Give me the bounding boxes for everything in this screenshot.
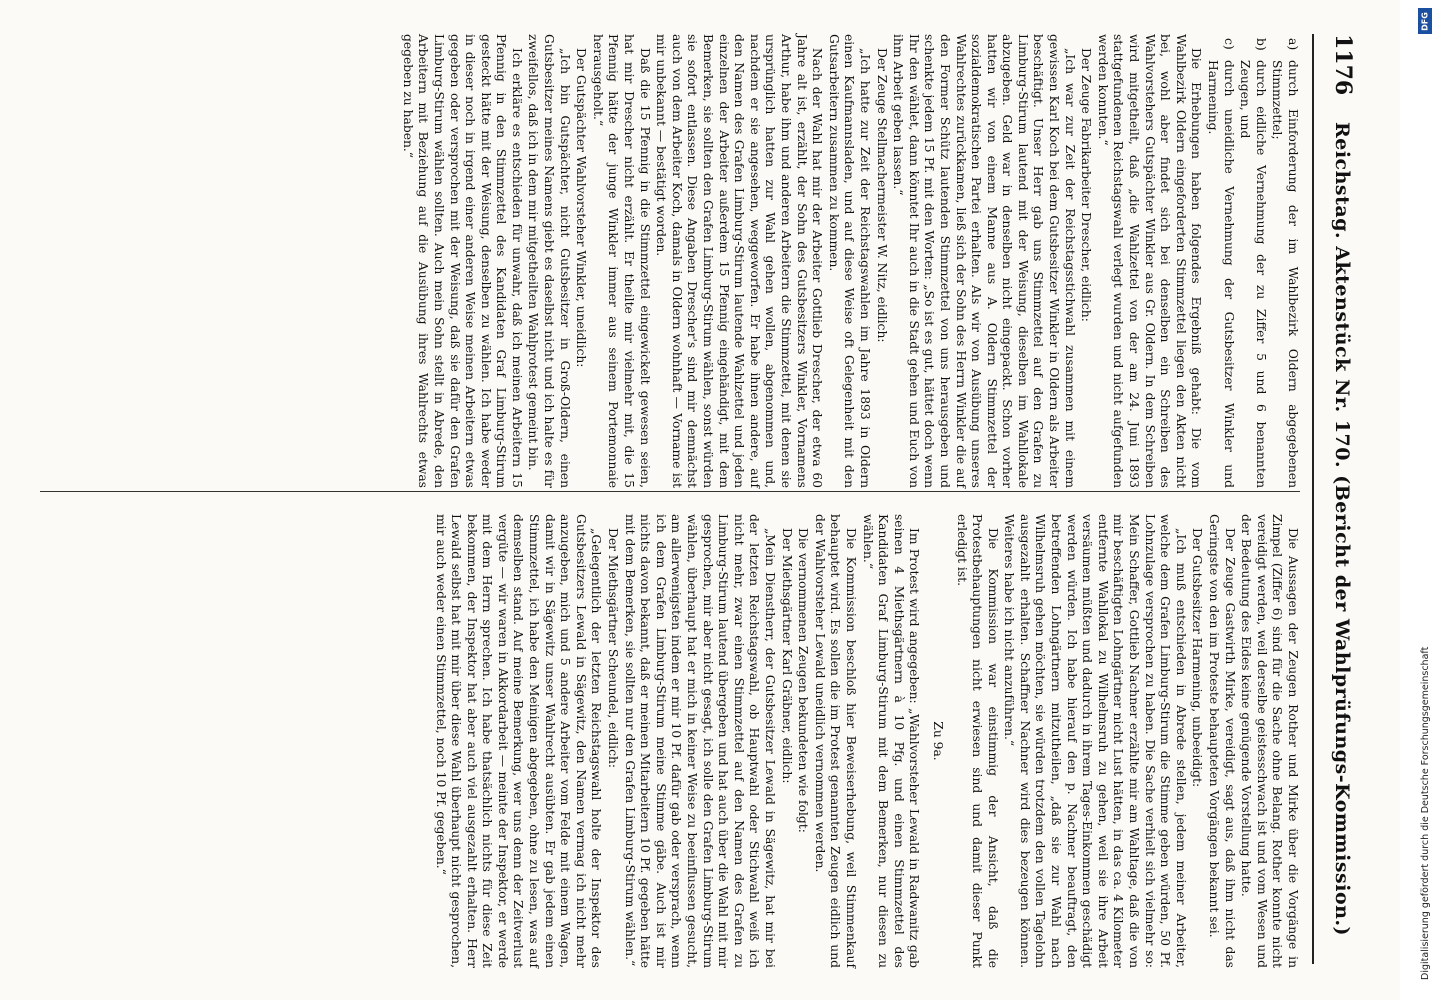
paragraph: Der Zeuge Stellmachermeister W. Nitz, eidlich: [874,48,889,343]
right-column [431,514,1300,968]
paragraph: Daß die 15 Pfennig in die Stimmzettel eingewickelt gewesen seien, hat mir Drescher nicht erzählt. Er theilte mir vielmehr mit, die 15 Pfennig hätte der junge Winkler immer aus seinem Portemonnaie herausgeholt.“ [590,34,652,488]
paragraph: Der Zeuge Fabrikarbeiter Drescher, eidlich: [1079,48,1094,322]
paragraph: Die Erhebungen haben folgendes Ergebniß gehabt: Die vom Wahlbezirk Oldern eingeforderten Stimmzettel liegen den Akten nicht bei, wohl aber findet sich bei denselben ein Schreiben des Wahlvorstehers Gutspächter Winkler aus Gr. Oldern. In dem Schreiben wird mitgetheilt, daß „die Wahlzettel von der am 24. Juni 1893 stattgefundenen Reichstagswahl verlegt wurden und nicht aufgefunden werden konnten.“ [1095,34,1204,488]
list-item-text: durch uneidliche Vernehmung der Gutsbesitzer Winkler und Harmening. [1206,60,1236,488]
list-marker: a) [1286,38,1300,51]
paragraph: „Gelegentlich der letzten Reichstagswahl holte der Inspektor des Gutsbesitzers Lewald in Sägewitz, den Namen vermag ich nicht mehr anzugeben, mich und 5 andere Arbeiter vom Felde mit einem Wagen, damit wir in Sägewitz unser Wahlrecht ausübten. Er gab jedem einen Stimmzettel, ich habe den Meinigen abgegeben, ohne zu lesen, was auf demselben stand. Auf meine Bemerkung, wer uns denn der Zeitverlust vergüte — wir waren in Akkordarbeit — meinte der Inspektor, er werde mit dem Herrn sprechen. Ich habe thatsächlich nichts für diese Zeit bekommen, der Inspektor hat aber auch viel ausgezahlt erhalten. Herr Lewald selbst hat mit mir über diese Wahl überhaupt nicht gesprochen, mir auch weder einen Stimmzettel, noch 10 Pf. gegeben.“ [433,514,604,968]
column-divider [40,491,1300,492]
running-title: Reichstag. Aktenstück Nr. 170. (Bericht der Wahlprüfungs-Kommission.) [1331,121,1353,937]
paragraph: Der Gutspächter Wahlvorsteher Winkler, uneidlich: [574,48,589,368]
dfg-logo-text: DFG [1420,12,1430,31]
paragraph: Der Gutsbesitzer Harmening, unbeeidigt: [1190,528,1205,788]
left-column [398,34,1300,488]
paragraph: „Ich war zur Zeit der Reichstagsstichwahl zusammen mit einem gewissen Karl Koch bei dem Gutsbesitzer Winkler in Oldern als Arbeiter beschäftigt. Unser Herr gab uns Stimmzettel auf den Grafen zu Limburg-Stirum lautend mit der Weisung, dieselben im Wahllokale abzugeben. Geld war in denselben nicht eingepackt. Schon vorher hatten wir von einem Manne aus A. Oldern Stimmzettel der sozialdemokratischen Partei erhalten. Als wir von Ausübung unseres Wahlrechtes zurückkamen, ließ sich der Sohn des Herrn Winkler die auf den Former Schütz lautenden Stimmzettel von uns herausgeben und schenkte jedem 15 Pf. mit den Worten: „So ist es gut, hättet doch wenn Ihr den wählet, dann könntet Ihr auch in die Stadt gehen und Euch von ihm Arbeit geben lassen.“ [891,34,1077,488]
list-item-text: durch Einforderung der im Wahlbezirk Oldern abgegebenen Stimmzettel; [1270,60,1300,488]
section-heading: Zu 9a. [930,721,945,761]
list-marker: c) [1221,38,1236,50]
paragraph: „Mein Dienstherr, der Gutsbesitzer Lewald in Sägewitz, hat mir bei der letzten Reichstagswahl, ob Hauptwahl oder Stichwahl weiß ich nicht mehr, zwar einen Stimmzettel auf den Namen des Grafen zu Limburg-Stirum lautend übergeben und hat auch über die Wahl mit mir gesprochen, mir aber nicht gesagt, ich solle den Grafen Limburg-Stirum wählen, überhaupt hat er mich in keiner Weise zu beeinflussen gesucht, am allerwenigsten indem er mir 10 Pf. dafür gab oder versprach, wenn ich dem Grafen Limburg-Stirum meine Stimme gäbe. Auch ist mir nichts davon bekannt, daß er meinen Mitarbeitern 10 Pf. gegeben hätte mit dem Bemerken, sie sollten nur den Grafen Limburg-Stirum wählen.“ [622,514,777,968]
list-marker: b) [1253,38,1268,51]
paragraph: Die Kommission war einstimmig der Ansicht, daß die Protestbehauptungen nicht erwiesen sind und damit dieser Punkt erledigt ist. [954,514,1000,968]
paragraph: Im Protest wird angegeben: „Wahlvorsteher Lewald in Radwanitz gab seinen 4 Miethsgärtnern à 10 Pfg. und einen Stimmzettel des Kandidaten Graf Limburg-Stirum mit dem Bemerken, nur diesen zu wählen.“ [860,514,922,968]
paragraph: Der Miethsgärtner Karl Gräbner, eidlich: [779,528,794,784]
page-header [1312,34,1356,964]
paragraph: Der Zeuge Gastwirth Mirke, vereidigt, sagt aus, daß ihm nicht das Geringste von den im Proteste behaupteten Vorgängen bekannt sei. [1207,514,1237,968]
paragraph: „Ich bin Gutspächter, nicht Gutsbesitzer in Groß-Oldern, einen Gutsbesitzer meines Namens giebt es daselbst nicht und ich halte es für zweifellos, daß ich in dem mir mitgetheilten Wahlprotest gemeint bin. [526,34,572,488]
list-item [1269,34,1300,488]
list-item [1237,34,1268,488]
paragraph: „Ich muß entschieden in Abrede stellen, jedem meiner Arbeiter, welche dem Grafen Limburg-Stirum die Stimme geben würden, 50 Pf. Lohnzulage versprochen zu haben. Die Sache verhielt sich vielmehr so: Mein Schaffer, Gottlieb Nachner erzählte mir am Wahltage, daß die von mir beschäftigten Lohngärtner nicht Lust hätten, in das ca. 4 Kilometer entfernte Wahllokal zu Wilhelmsruh zu gehen, weil sie ihre Arbeit versäumen müßten und dadurch in ihrem Tages-Einkommen geschädigt werden würden. Ich habe hierauf den p. Nachner beauftragt, den betreffenden Lohngärtnern mitzutheilen, „daß sie zur Wahl nach Wilhelmsruh gehen möchten, sie würden trotzdem den vollen Tagelohn ausgezahlt erhalten. Schaffner Nachner wird dies bezeugen können. Weiteres habe ich nicht anzuführen.“ [1002,514,1188,968]
page-number: 1176 [1330,34,1356,96]
paragraph: Die vernommenen Zeugen bekundeten wie folgt: [796,528,811,833]
paragraph: Die Aussagen der Zeugen Rother und Mirke über die Vorgänge in Zimpel (Ziffer 6) sind für die Sache ohne Belang. Rother konnte nicht vereidigt werden, weil derselbe geistesschwach ist und vom Wesen und der Bedeutung des Eides keine genügende Vorstellung hatte. [1239,514,1300,968]
list-item [1204,34,1235,488]
paragraph: „Ich hatte zur Zeit der Reichstagswahlen im Jahre 1893 in Oldern einen Kaufmannsladen, und auf diese Weise oft Gelegenheit mit den Gutsarbeitern zusammen zu kommen. [826,34,872,488]
side-credit-text: Digitalisierung gefördert durch die Deutsche Forschungsgemeinschaft [1420,646,1431,980]
paragraph: Die Kommission beschloß hier Beweiserhebung, weil Stimmenkauf behauptet wird. Es sollen die im Protest genannten Zeugen eidlich und der Wahlvorsteher Lewald uneidlich vernommen werden. [812,514,858,968]
paragraph: Nach der Wahl hat mir der Arbeiter Gottlieb Drescher, der etwa 60 Jahre alt ist, erzählt, der Sohn des Gutsbesitzers Winkler, Vornamens Arthur, habe ihm und anderen Arbeitern die Stimmzettel, mit denen sie ursprünglich hatten zur Wahl gehen wollen, abgenommen und, nachdem er sie angesehen, weggeworfen. Er habe ihnen andere, auf den Namen des Grafen Limburg-Stirum lautende Wahlzettel und jeden einzelnen der Arbeiter außerdem 15 Pfennig eingehändigt, mit dem Bemerken, sie sollten den Grafen Limburg-Stirum wählen, sonst würden sie sofort entlassen. Diese Angaben Drescher's sind mir demnächst auch von dem Arbeiter Koch, damals in Oldern wohnhaft — Vorname ist mir unbekannt — bestätigt worden. [654,34,825,488]
side-credit [1416,0,1432,1000]
paragraph: Der Miethsgärtner Scheundel, eidlich: [606,528,621,769]
paragraph: Ich erkläre es entschieden für unwahr, daß ich meinen Arbeitern 15 Pfennig in den Stimmzettel des Kandidaten Graf Limburg-Stirum gesteckt hätte mit der Weisung, denselben zu wählen. Ich habe weder in dieser noch in irgend einer anderen Weise meinen Arbeitern etwas gegeben oder versprochen mit der Weisung, daß sie dafür den Grafen Limburg-Stirum wählen sollten. Auch mein Sohn stellt in Abrede, den Arbeitern mit Beziehung auf die Ausübung ihres Wahlrechts etwas gegeben zu haben.“ [400,34,524,488]
list-item-text: durch eidliche Vernehmung der zu Ziffer 5 und 6 benannten Zeugen, und [1238,60,1268,488]
